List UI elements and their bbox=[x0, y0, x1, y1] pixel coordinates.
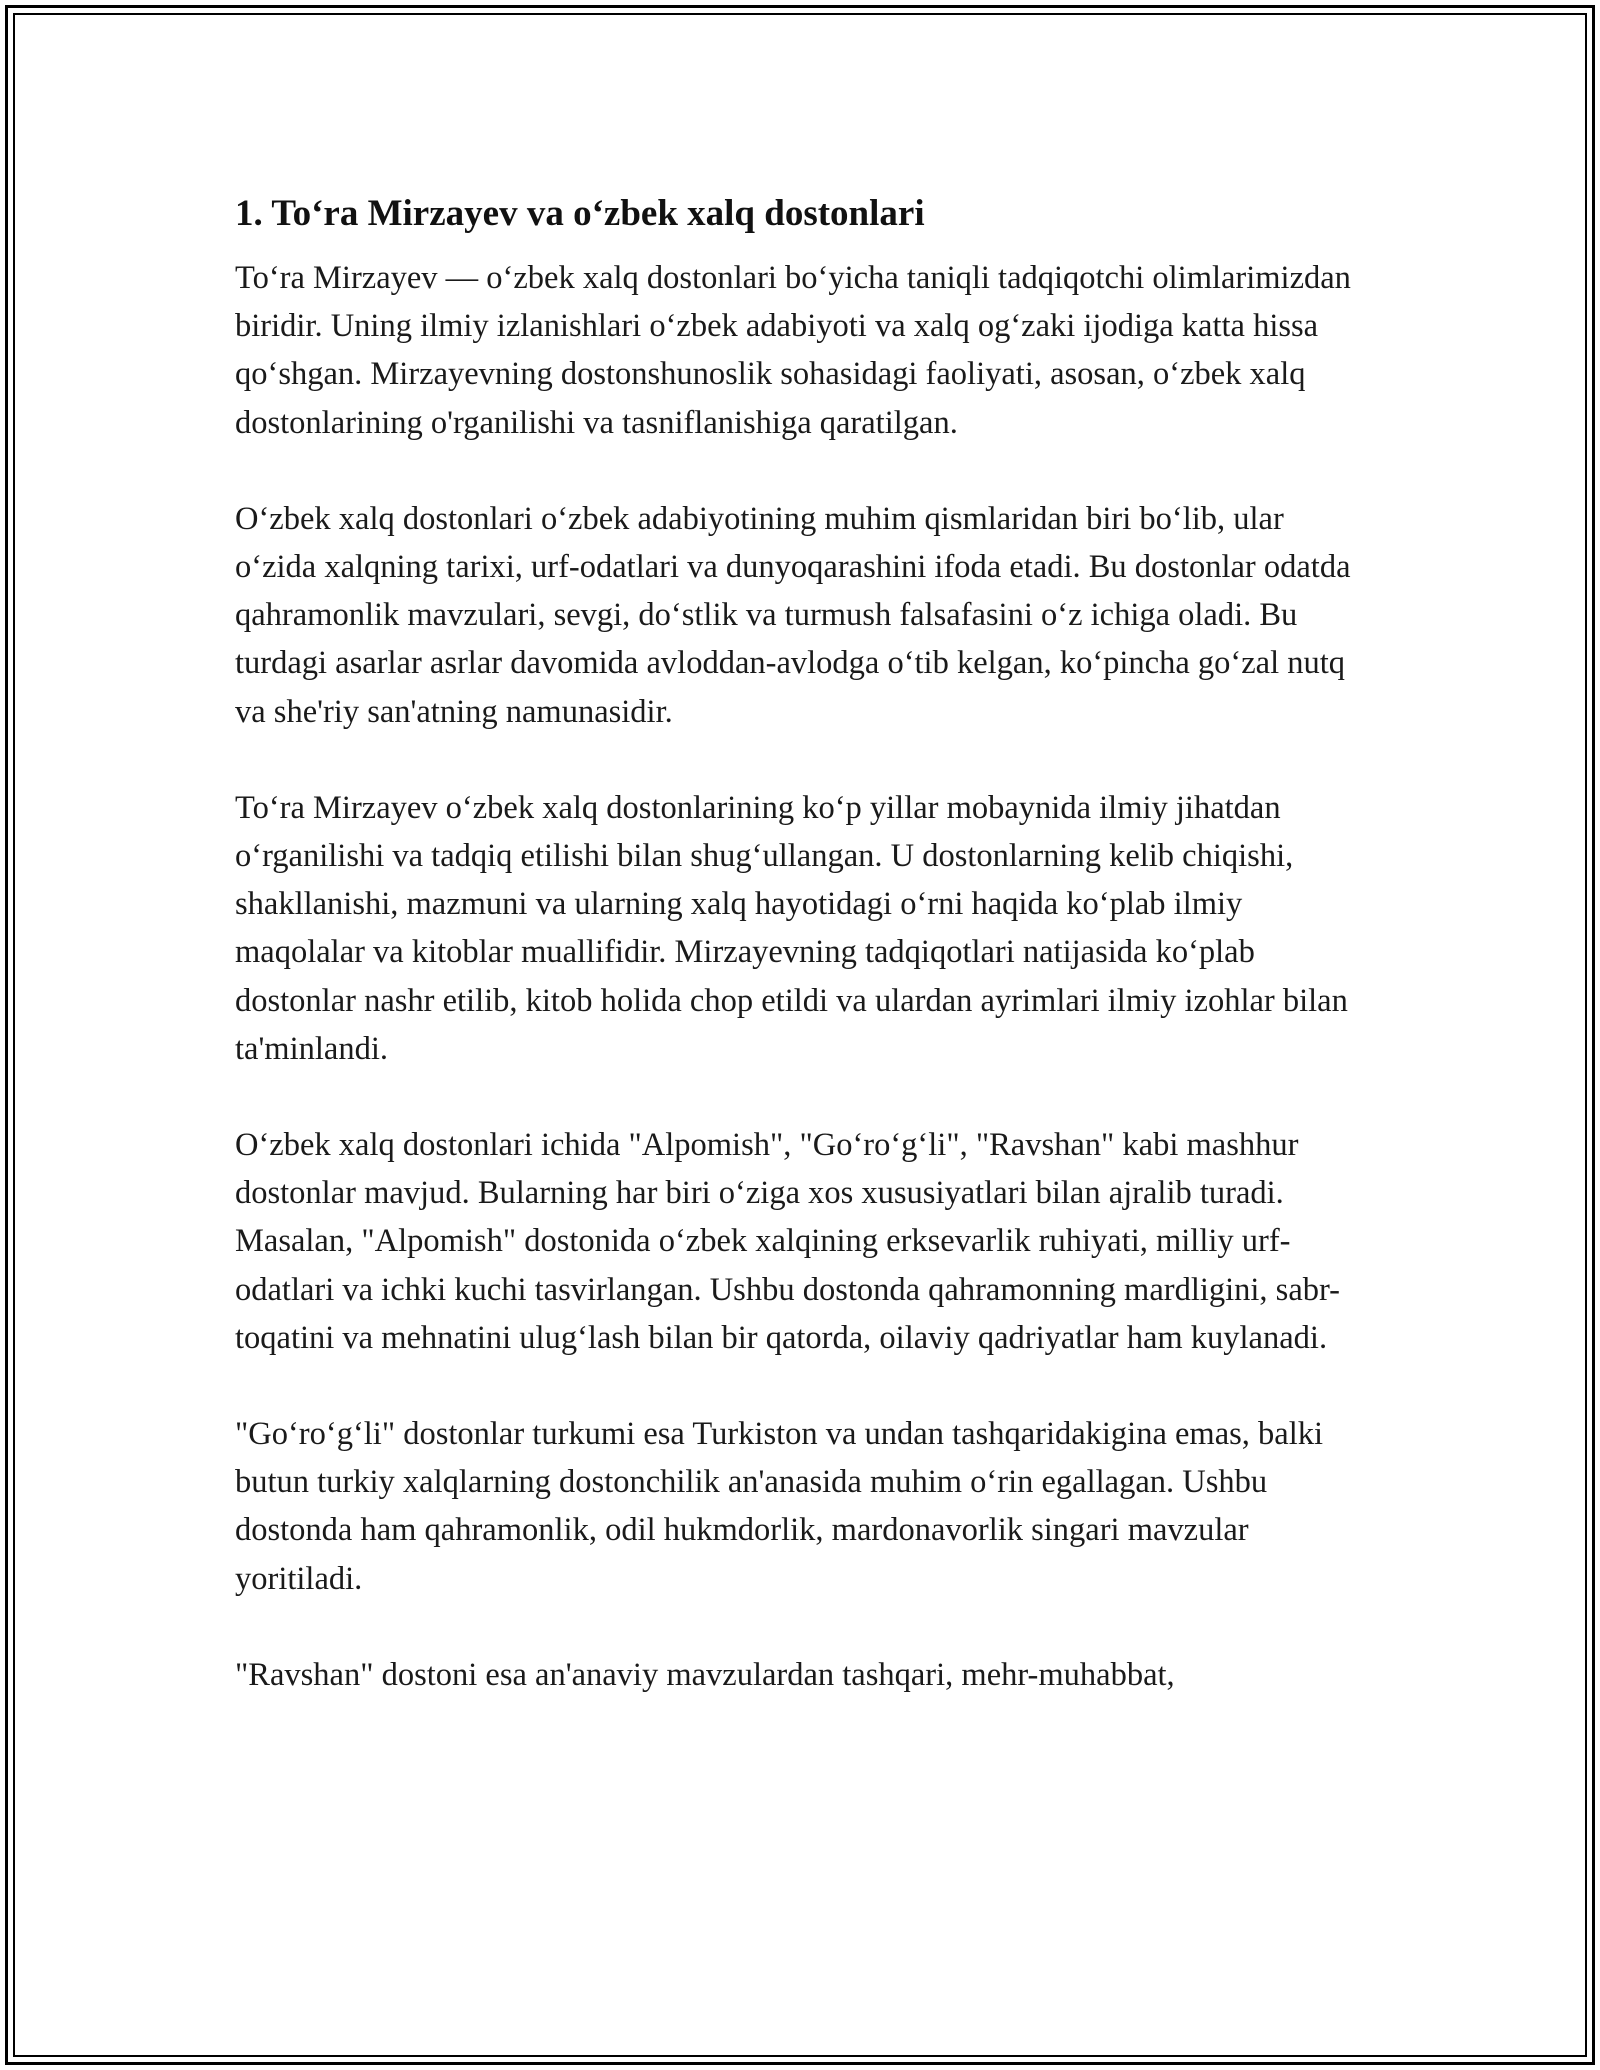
paragraph-1: To‘ra Mirzayev — o‘zbek xalq dostonlari bo‘yicha taniqli tadqiqotchi olimlarimizdan biridir. Uning ilmiy izlanishlari o‘zbek adabiyoti va xalq og‘zaki ijodiga katta hissa qo‘shgan. Mirzayevning dostonshunoslik sohasidagi faoliyati, asosan, o‘zbek xalq dostonlarining o'rganilishi va tasniflanishiga qaratilgan. bbox=[235, 260, 1351, 441]
paragraph-2: O‘zbek xalq dostonlari o‘zbek adabiyotining muhim qismlaridan biri bo‘lib, ular o‘zida xalqning tarixi, urf-odatlari va dunyoqarashini ifoda etadi. Bu dostonlar odatda qahramonlik mavzulari, sevgi, do‘stlik va turmush falsafasini o‘z ichiga oladi. Bu turdagi asarlar asrlar davomida avloddan-avlodga o‘tib kelgan, ko‘pincha go‘zal nutq va she'riy san'atning namunasidir. bbox=[235, 500, 1351, 730]
paragraph-6: "Ravshan" dostoni esa an'anaviy mavzulardan tashqari, mehr-muhabbat, bbox=[235, 1656, 1175, 1693]
paragraph-5: "Go‘ro‘g‘li" dostonlar turkumi esa Turkiston va undan tashqaridakigina emas, balki butun turkiy xalqlarning dostonchilik an'anasida muhim o‘rin egallagan. Ushbu dostonda ham qahramonlik, odil hukmdorlik, mardonavorlik singari mavzular yoritiladi. bbox=[235, 1416, 1324, 1597]
document-body bbox=[235, 190, 1370, 1747]
section-heading: 1. To‘ra Mirzayev va o‘zbek xalq dostonlari bbox=[235, 193, 925, 234]
paragraph-4: O‘zbek xalq dostonlari ichida "Alpomish", "Go‘ro‘g‘li", "Ravshan" kabi mashhur dostonlar mavjud. Bularning har biri o‘ziga xos xususiyatlari bilan ajralib turadi. Masalan, "Alpomish" dostonida o‘zbek xalqining erksevarlik ruhiyati, milliy urf-odatlari va ichki kuchi tasvirlangan. Ushbu dostonda qahramonning mardligini, sabr-toqatini va mehnatini ulug‘lash bilan bir qatorda, oilaviy qadriyatlar ham kuylanadi. bbox=[235, 1127, 1340, 1356]
paragraph-3: To‘ra Mirzayev o‘zbek xalq dostonlarining ko‘p yillar mobaynida ilmiy jihatdan o‘rganilishi va tadqiq etilishi bilan shug‘ullangan. U dostonlarning kelib chiqishi, shakllanishi, mazmuni va ularning xalq hayotidagi o‘rni haqida ko‘plab ilmiy maqolalar va kitoblar muallifidir. Mirzayevning tadqiqotlari natijasida ko‘plab dostonlar nashr etilib, kitob holida chop etildi va ulardan ayrimlari ilmiy izohlar bilan ta'minlandi. bbox=[235, 789, 1348, 1067]
